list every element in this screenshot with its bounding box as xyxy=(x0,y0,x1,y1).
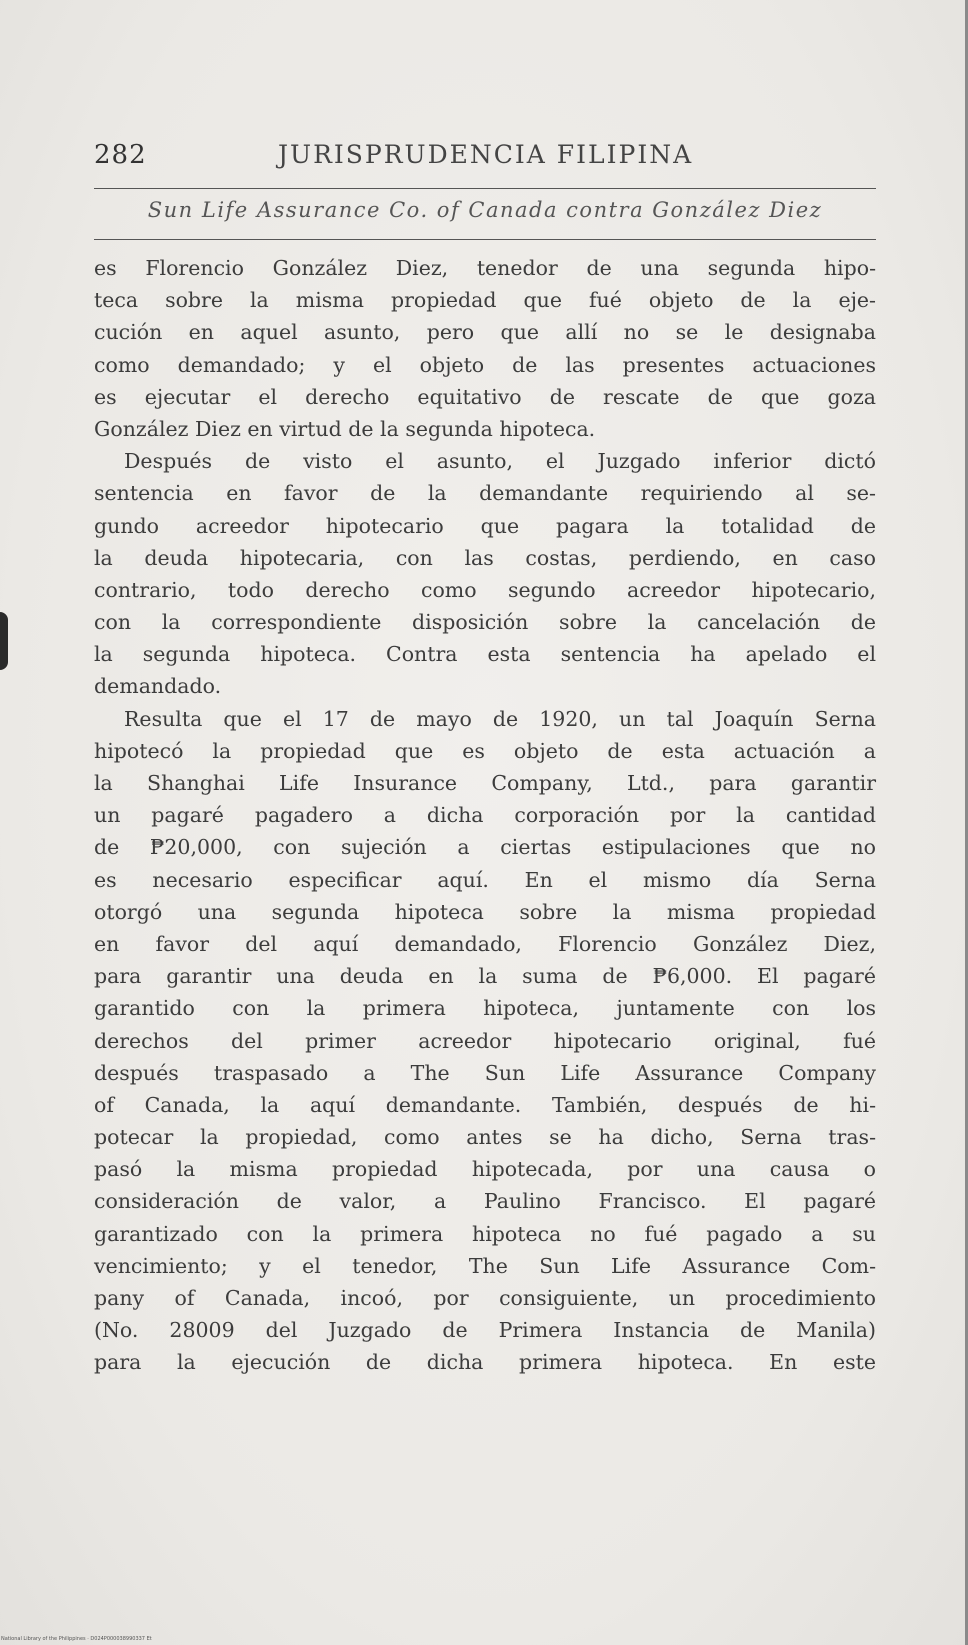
body-text xyxy=(94,252,876,1379)
text-line: es necesario especificar aquí. En el mismo día Serna xyxy=(94,867,876,892)
text-line: demandado. xyxy=(94,674,222,699)
text-line: derechos del primer acreedor hipotecario original, fué xyxy=(94,1028,876,1053)
text-line: vencimiento; y el tenedor, The Sun Life Assurance Com- xyxy=(94,1253,876,1278)
running-title: JURISPRUDENCIA FILIPINA xyxy=(278,140,694,169)
text-line: Después de visto el asunto, el Juzgado inferior dictó xyxy=(124,449,876,474)
text-line: pasó la misma propiedad hipotecada, por una causa o xyxy=(94,1157,876,1182)
text-line: la Shanghai Life Insurance Company, Ltd., para garantir xyxy=(94,771,876,795)
text-line: cución en aquel asunto, pero que allí no se le designaba xyxy=(94,320,876,345)
text-line: para garantir una deuda en la suma de ₱6,000. El pagaré xyxy=(94,964,876,989)
case-title: Sun Life Assurance Co. of Canada contra González Diez xyxy=(147,198,823,222)
text-line: de ₱20,000, con sujeción a ciertas estipulaciones que no xyxy=(94,835,876,860)
text-line: of Canada, la aquí demandante. También, después de hi- xyxy=(94,1092,876,1117)
text-line: sentencia en favor de la demandante requiriendo al se- xyxy=(94,481,876,506)
text-line: hipotecó la propiedad que es objeto de esta actuación a xyxy=(94,738,876,763)
text-line: es ejecutar el derecho equitativo de rescate de que goza xyxy=(94,384,876,409)
text-line: un pagaré pagadero a dicha corporación por la cantidad xyxy=(94,803,876,828)
text-line: como demandado; y el objeto de las presentes actuaciones xyxy=(94,352,876,377)
page-number: 282 xyxy=(94,140,147,170)
text-line: (No. 28009 del Juzgado de Primera Instancia de Manila) xyxy=(94,1318,876,1343)
header-rule-top xyxy=(94,188,876,189)
binding-mark xyxy=(0,612,8,670)
text-line: para la ejecución de dicha primera hipoteca. En este xyxy=(94,1350,876,1375)
library-footer-note: National Library of the Philippines · D024P000038990337 Et xyxy=(1,1636,152,1642)
text-line: contrario, todo derecho como segundo acreedor hipotecario, xyxy=(94,577,876,602)
text-line: garantizado con la primera hipoteca no fué pagado a su xyxy=(94,1221,876,1246)
text-line: con la correspondiente disposición sobre la cancelación de xyxy=(94,610,876,635)
text-line: la deuda hipotecaria, con las costas, perdiendo, en caso xyxy=(94,545,876,570)
text-line: Resulta que el 17 de mayo de 1920, un tal Joaquín Serna xyxy=(124,706,876,731)
text-line: teca sobre la misma propiedad que fué objeto de la eje- xyxy=(94,288,876,313)
text-line: en favor del aquí demandado, Florencio González Diez, xyxy=(94,931,876,956)
page-header xyxy=(94,140,876,180)
text-line: después traspasado a The Sun Life Assurance Company xyxy=(94,1060,876,1085)
header-rule-bottom xyxy=(94,239,876,240)
text-line: pany of Canada, incoó, por consiguiente, un procedimiento xyxy=(94,1286,876,1310)
text-line: González Diez en virtud de la segunda hipoteca. xyxy=(94,416,596,441)
text-line: es Florencio González Diez, tenedor de una segunda hipo- xyxy=(94,256,876,280)
text-line: garantido con la primera hipoteca, juntamente con los xyxy=(94,996,876,1021)
text-line: la segunda hipoteca. Contra esta sentencia ha apelado el xyxy=(94,642,876,667)
text-line: gundo acreedor hipotecario que pagara la totalidad de xyxy=(94,513,876,538)
text-line: potecar la propiedad, como antes se ha dicho, Serna tras- xyxy=(94,1125,876,1150)
text-line: consideración de valor, a Paulino Francisco. El pagaré xyxy=(94,1189,876,1214)
text-line: otorgó una segunda hipoteca sobre la misma propiedad xyxy=(94,899,876,924)
